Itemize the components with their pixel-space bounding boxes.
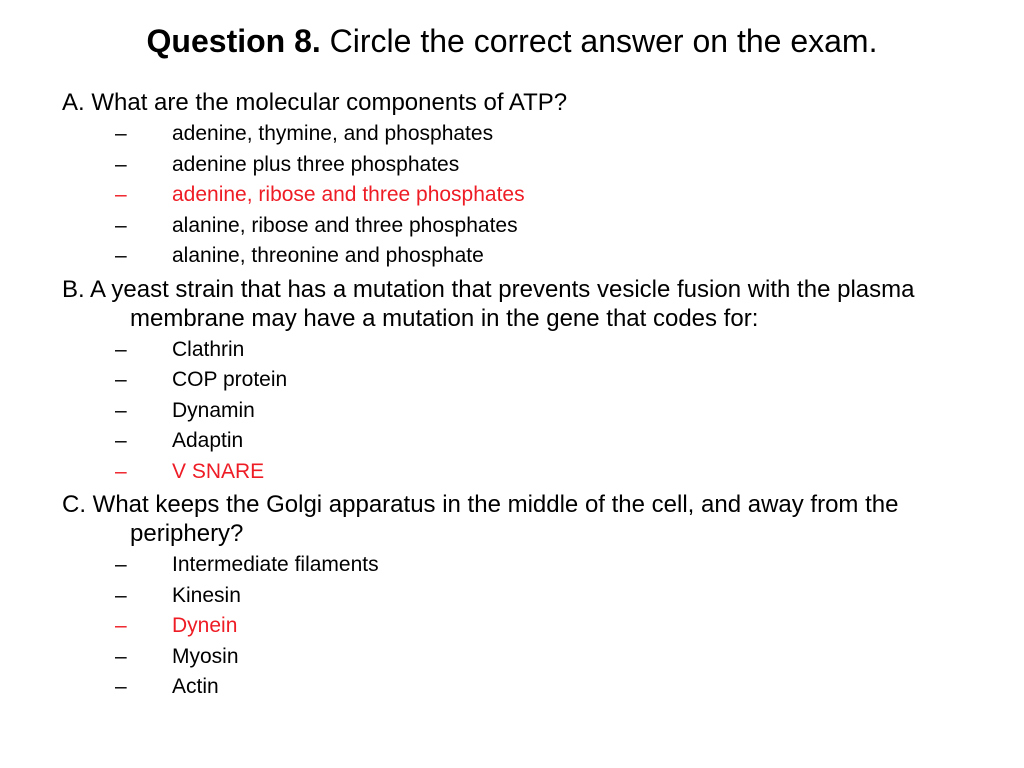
title-question-number: Question 8. bbox=[146, 23, 321, 59]
dash-bullet: – bbox=[115, 213, 127, 237]
answer-item[interactable] bbox=[62, 180, 982, 211]
dash-bullet: – bbox=[115, 459, 127, 483]
answer-item[interactable] bbox=[62, 457, 982, 488]
answer-item[interactable] bbox=[62, 672, 982, 703]
answer-text: Intermediate filaments bbox=[172, 553, 379, 576]
answer-text: Dynein bbox=[172, 614, 238, 637]
dash-bullet: – bbox=[115, 152, 127, 176]
answer-item[interactable] bbox=[62, 642, 982, 673]
answer-text: Kinesin bbox=[172, 583, 241, 607]
answer-item[interactable] bbox=[62, 335, 982, 366]
answer-text: Myosin bbox=[172, 644, 239, 668]
answer-text: Actin bbox=[172, 675, 219, 698]
answer-text: Dynamin bbox=[172, 398, 255, 422]
question-c: C. What keeps the Golgi apparatus in the middle of the cell, and away from the periphery? bbox=[62, 491, 899, 547]
dash-bullet: – bbox=[115, 337, 127, 361]
answer-item[interactable] bbox=[62, 150, 982, 181]
question-b: B. A yeast strain that has a mutation that prevents vesicle fusion with the plasma membrane may have a mutation in the gene that codes for: bbox=[62, 275, 915, 332]
title-instruction: Circle the correct answer on the exam. bbox=[320, 23, 878, 59]
dash-bullet: – bbox=[115, 244, 127, 267]
slide-title bbox=[0, 22, 1024, 60]
answer-text: COP protein bbox=[172, 368, 288, 391]
answer-text: V SNARE bbox=[172, 459, 265, 483]
dash-bullet: – bbox=[115, 644, 127, 668]
answer-item[interactable] bbox=[62, 211, 982, 242]
answer-item[interactable] bbox=[62, 241, 982, 272]
dash-bullet: – bbox=[115, 398, 127, 422]
dash-bullet: – bbox=[115, 368, 127, 391]
dash-bullet: – bbox=[115, 122, 127, 145]
answer-item[interactable] bbox=[62, 611, 982, 642]
answer-item[interactable] bbox=[62, 426, 982, 457]
answer-text: adenine, thymine, and phosphates bbox=[172, 122, 494, 145]
answer-text: alanine, threonine and phosphate bbox=[172, 244, 484, 267]
answer-text: Clathrin bbox=[172, 337, 245, 361]
answer-text: adenine, ribose and three phosphates bbox=[172, 183, 525, 206]
answer-item[interactable] bbox=[62, 550, 982, 581]
answer-item[interactable] bbox=[62, 581, 982, 612]
dash-bullet: – bbox=[115, 429, 127, 452]
answer-item[interactable] bbox=[62, 119, 982, 150]
dash-bullet: – bbox=[115, 183, 127, 206]
dash-bullet: – bbox=[115, 675, 127, 698]
dash-bullet: – bbox=[115, 553, 127, 576]
answer-text: adenine plus three phosphates bbox=[172, 152, 460, 176]
questions-body bbox=[62, 88, 982, 705]
question-a: A. What are the molecular components of ATP? bbox=[62, 89, 568, 116]
dash-bullet: – bbox=[115, 614, 127, 637]
answers-b bbox=[62, 335, 982, 488]
answers-a bbox=[62, 119, 982, 272]
answer-text: alanine, ribose and three phosphates bbox=[172, 213, 518, 237]
answer-item[interactable] bbox=[62, 365, 982, 396]
answer-item[interactable] bbox=[62, 396, 982, 427]
answer-text: Adaptin bbox=[172, 429, 244, 452]
answers-c bbox=[62, 550, 982, 703]
dash-bullet: – bbox=[115, 583, 127, 607]
